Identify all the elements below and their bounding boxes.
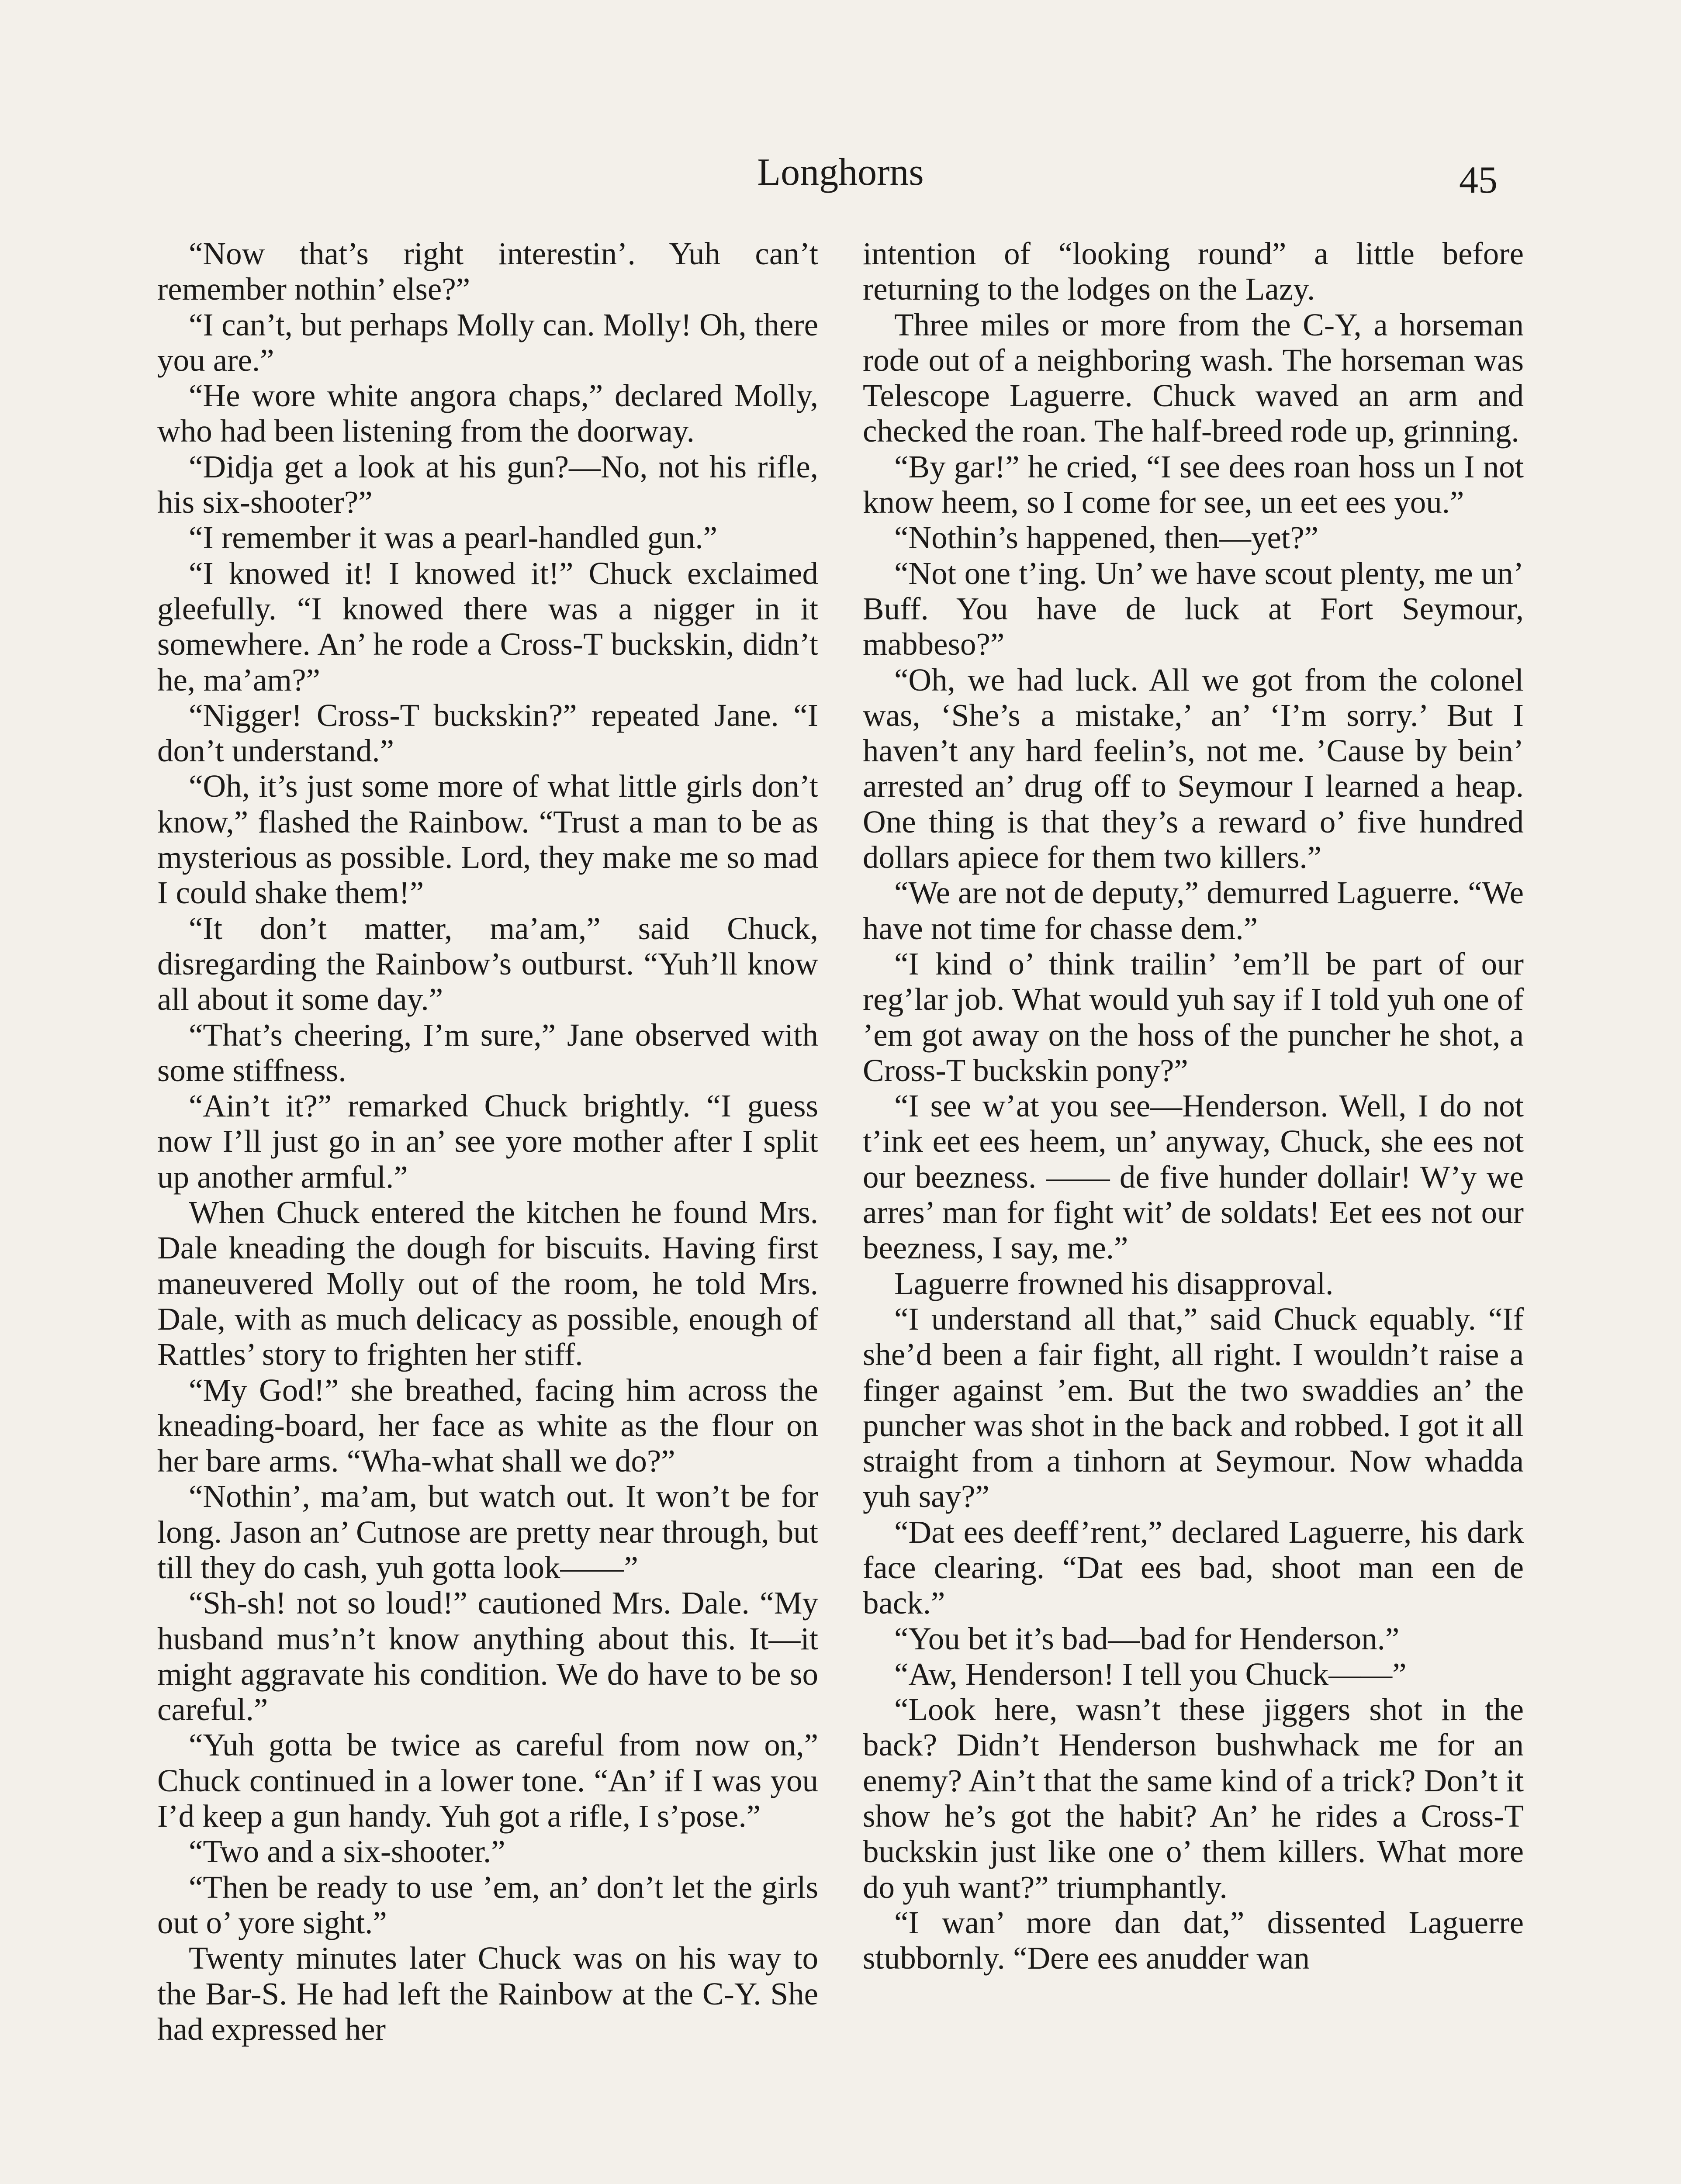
- text-column-right: [863, 236, 1524, 1976]
- text-column-left: [157, 236, 818, 2047]
- paragraph: “Yuh gotta be twice as careful from now on,” Chuck continued in a lower tone. “An’ if I was you I’d keep a gun handy. Yuh got a rifle, I s’pose.”: [157, 1727, 818, 1834]
- paragraph: Twenty minutes later Chuck was on his way to the Bar-S. He had left the Rainbow at the C-Y. She had expressed her: [157, 1940, 818, 2047]
- paragraph-continued: intention of “looking round” a little before returning to the lodges on the Lazy.: [863, 236, 1524, 307]
- paragraph: “Oh, we had luck. All we got from the colonel was, ‘She’s a mistake,’ an’ ‘I’m sorry.’ But I haven’t any hard feelin’s, not me. ’Cause by bein’ arrested an’ drug off to Seymour I learned a heap. One thing is that they’s a reward o’ five hundred dollars apiece for them two killers.”: [863, 662, 1524, 875]
- paragraph: “I remember it was a pearl-handled gun.”: [189, 520, 718, 556]
- paragraph: “Dat ees deeff’rent,” declared Laguerre, his dark face clearing. “Dat ees bad, shoot man een de back.”: [863, 1514, 1524, 1621]
- paragraph: “Nothin’s happened, then—yet?”: [894, 520, 1318, 556]
- paragraph: “Sh-sh! not so loud!” cautioned Mrs. Dale. “My husband mus’n’t know anything about this. It—it might aggravate his condition. We do have to be so careful.”: [157, 1585, 818, 1728]
- paragraph: “Then be ready to use ’em, an’ don’t let the girls out o’ yore sight.”: [157, 1869, 818, 1940]
- paragraph: “Nothin’, ma’am, but watch out. It won’t be for long. Jason an’ Cutnose are pretty near through, but till they do cash, yuh gotta look——”: [157, 1479, 818, 1585]
- paragraph: “He wore white angora chaps,” declared Molly, who had been listening from the doorway.: [157, 378, 818, 449]
- paragraph: “I knowed it! I knowed it!” Chuck exclaimed gleefully. “I knowed there was a nigger in it somewhere. An’ he rode a Cross-T buckskin, didn’t he, ma’am?”: [157, 555, 818, 698]
- paragraph: Laguerre frowned his disapproval.: [894, 1265, 1334, 1301]
- paragraph: “That’s cheering, I’m sure,” Jane observed with some stiffness.: [157, 1017, 818, 1088]
- paragraph: “I can’t, but perhaps Molly can. Molly! Oh, there you are.”: [157, 307, 818, 378]
- paragraph: “I wan’ more dan dat,” dissented Laguerre stubbornly. “Dere ees anudder wan: [863, 1904, 1524, 1976]
- paragraph: “I kind o’ think trailin’ ’em’ll be part of our reg’lar job. What would yuh say if I told yuh one of ’em got away on the hoss of the puncher he shot, a Cross-T buckskin pony?”: [863, 946, 1524, 1088]
- paragraph: “It don’t matter, ma’am,” said Chuck, disregarding the Rainbow’s outburst. “Yuh’ll know all about it some day.”: [157, 910, 818, 1017]
- paragraph: “You bet it’s bad—bad for Henderson.”: [894, 1621, 1400, 1656]
- running-title: Longhorns: [757, 151, 924, 194]
- page-number: 45: [1459, 159, 1498, 201]
- paragraph: “Two and a six-shooter.”: [189, 1834, 505, 1870]
- paragraph: “I see w’at you see—Henderson. Well, I do not t’ink eet ees heem, un’ anyway, Chuck, she ees not our beezness. —— de five hunder dollair! W’y we arres’ man for fight wit’ de soldats! Eet ees not our beezness, I say, me.”: [863, 1088, 1524, 1266]
- paragraph: “We are not de deputy,” demurred Laguerre. “We have not time for chasse dem.”: [863, 875, 1524, 946]
- paragraph: “Not one t’ing. Un’ we have scout plenty, me un’ Buff. You have de luck at Fort Seymour, mabbeso?”: [863, 555, 1524, 662]
- paragraph: “Aw, Henderson! I tell you Chuck——”: [894, 1656, 1407, 1692]
- paragraph: When Chuck entered the kitchen he found Mrs. Dale kneading the dough for biscuits. Having first maneuvered Molly out of the room, he told Mrs. Dale, with as much delicacy as possible, enough of Rattles’ story to frighten her stiff.: [157, 1195, 818, 1372]
- paragraph: “Oh, it’s just some more of what little girls don’t know,” flashed the Rainbow. “Trust a man to be as mysterious as possible. Lord, they make me so mad I could shake them!”: [157, 768, 818, 911]
- paragraph: “I understand all that,” said Chuck equably. “If she’d been a fair fight, all right. I wouldn’t raise a finger against ’em. But the two swaddies an’ the puncher was shot in the back and robbed. I got it all straight from a tinhorn at Seymour. Now whadda yuh say?”: [863, 1301, 1524, 1514]
- paragraph: “Didja get a look at his gun?—No, not his rifle, his six-shooter?”: [157, 449, 818, 520]
- paragraph: “Nigger! Cross-T buckskin?” repeated Jane. “I don’t understand.”: [157, 697, 818, 769]
- paragraph: “My God!” she breathed, facing him across the kneading-board, her face as white as the flour on her bare arms. “Wha-what shall we do?”: [157, 1372, 818, 1479]
- paragraph: “Look here, wasn’t these jiggers shot in the back? Didn’t Henderson bushwhack me for an enemy? Ain’t that the same kind of a trick? Don’t it show he’s got the habit? An’ he rides a Cross-T buckskin just like one o’ them killers. What more do yuh want?” triumphantly.: [863, 1692, 1524, 1905]
- paragraph: Three miles or more from the C-Y, a horseman rode out of a neighboring wash. The horseman was Telescope Laguerre. Chuck waved an arm and checked the roan. The half-breed rode up, grinning.: [863, 307, 1524, 449]
- paragraph: “Ain’t it?” remarked Chuck brightly. “I guess now I’ll just go in an’ see yore mother after I split up another armful.”: [157, 1088, 818, 1195]
- paragraph: “Now that’s right interestin’. Yuh can’t remember nothin’ else?”: [157, 236, 818, 307]
- paragraph: “By gar!” he cried, “I see dees roan hoss un I not know heem, so I come for see, un eet ees you.”: [863, 449, 1524, 520]
- page-header: [0, 144, 1681, 201]
